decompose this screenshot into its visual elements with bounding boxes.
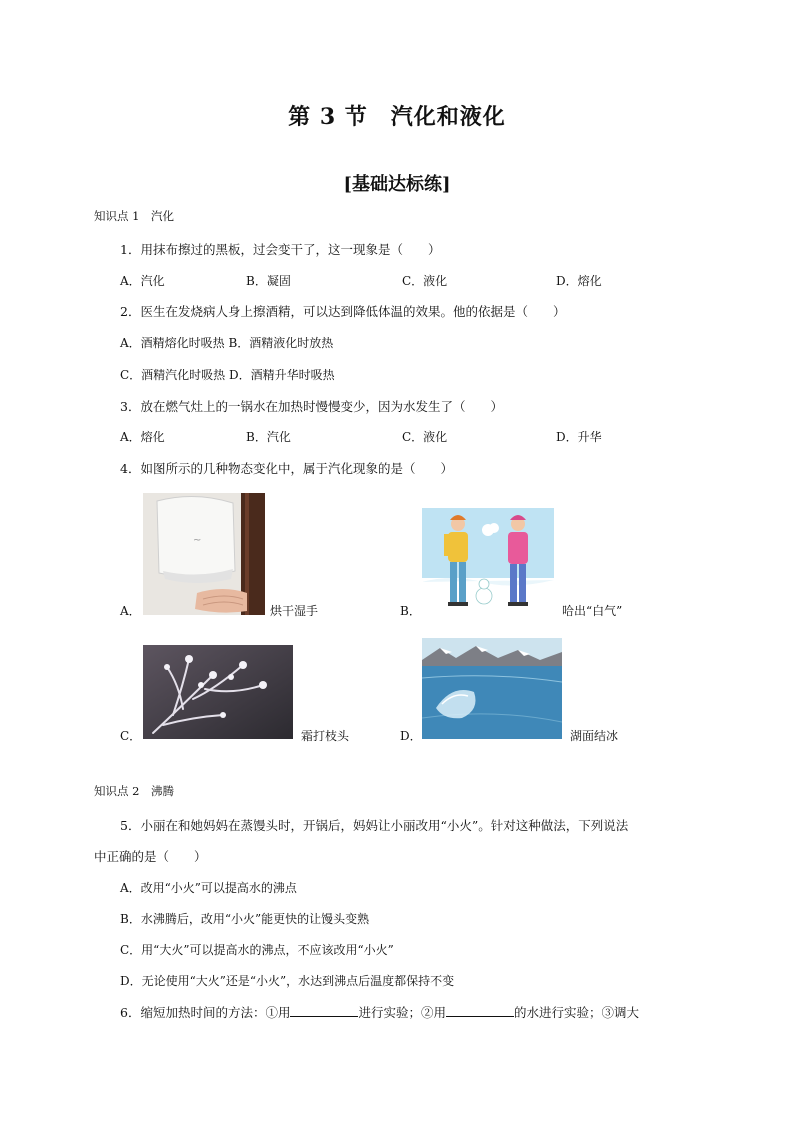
section-subtitle: [基础达标练] [343, 174, 451, 195]
q4-option-c-caption: 霜打枝头 [301, 729, 350, 743]
hand-dryer-image [143, 493, 265, 615]
question-5-stem-line-2: 中正确的是（ ） [94, 849, 207, 864]
q5-option-c: C．用“大火”可以提高水的沸点，不应该改用“小火” [120, 943, 394, 957]
q2-options-line-2: C．酒精汽化时吸热 D．酒精升华时吸热 [120, 368, 335, 382]
q4-option-a-caption: 烘干湿手 [270, 604, 319, 618]
q2-options-line-1: A．酒精熔化时吸热 B．酒精液化时放热 [120, 336, 334, 350]
q4-option-b-letter: B． [400, 604, 421, 618]
q6-blank-2[interactable] [446, 1004, 514, 1017]
svg-text:~: ~ [193, 535, 202, 546]
q4-option-d-caption: 湖面结冰 [570, 729, 619, 743]
knowledge-point-1: 知识点 1 汽化 [94, 209, 174, 223]
q4-option-b-caption: 哈出“白气” [562, 604, 623, 618]
frost-branches-image [143, 645, 293, 739]
frozen-lake-image [422, 638, 562, 739]
question-2-stem: 2．医生在发烧病人身上擦酒精，可以达到降低体温的效果。他的依据是（ ） [120, 304, 566, 319]
q1-option-c: C．液化 [402, 274, 448, 288]
q1-option-d: D．熔化 [556, 274, 602, 288]
knowledge-point-2: 知识点 2 沸腾 [94, 784, 174, 798]
question-3-stem: 3．放在燃气灶上的一锅水在加热时慢慢变少，因为水发生了（ ） [120, 399, 503, 414]
q3-option-d: D．升华 [556, 430, 602, 444]
q5-option-b: B．水沸腾后，改用“小火”能更快的让馒头变熟 [120, 912, 370, 926]
q3-option-a: A．熔化 [120, 430, 165, 444]
page-title: 第 3 节 汽化和液化 [288, 104, 506, 130]
q6-part-1: 6．缩短加热时间的方法：①用 [120, 1005, 291, 1020]
question-1-stem: 1．用抹布擦过的黑板，过会变干了，这一现象是（ ） [120, 242, 441, 257]
q5-option-d: D．无论使用“大火”还是“小火”，水达到沸点后温度都保持不变 [120, 974, 455, 988]
q5-option-a: A．改用“小火”可以提高水的沸点 [120, 881, 297, 895]
question-4-stem: 4．如图所示的几种物态变化中，属于汽化现象的是（ ） [120, 461, 453, 476]
q6-part-2: 进行实验；②用 [358, 1005, 446, 1020]
question-5-stem-line-1: 5．小丽在和她妈妈在蒸馒头时，开锅后，妈妈让小丽改用“小火”。针对这种做法，下列说法 [120, 818, 629, 833]
q4-option-d-letter: D． [400, 729, 422, 743]
q6-blank-1[interactable] [290, 1004, 358, 1017]
q1-option-a: A．汽化 [120, 274, 165, 288]
q3-option-b: B．汽化 [246, 430, 291, 444]
q1-option-b: B．凝固 [246, 274, 291, 288]
children-breath-image [422, 508, 554, 616]
q6-part-3: 的水进行实验；③调大 [513, 1005, 639, 1020]
q4-option-c-letter: C． [120, 729, 142, 743]
q3-option-c: C．液化 [402, 430, 448, 444]
q4-option-a-letter: A． [120, 604, 141, 618]
question-6-stem [120, 1003, 639, 1021]
